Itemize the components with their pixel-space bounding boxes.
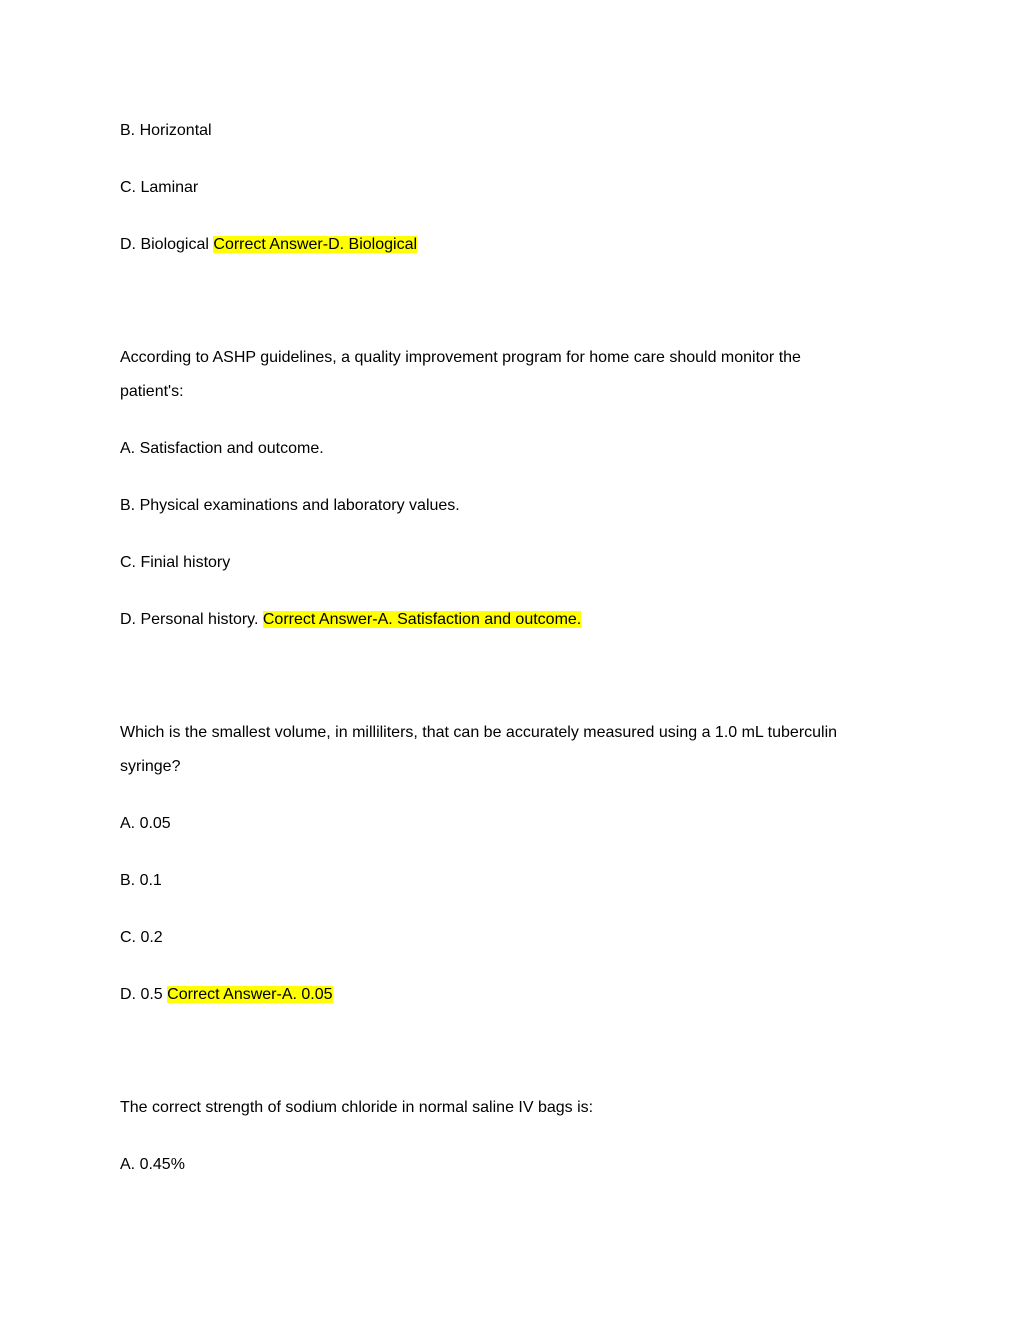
question-text: patient's: — [120, 383, 184, 400]
q1-option-c — [120, 177, 910, 199]
option-text: C. 0.2 — [120, 929, 163, 946]
option-text: B. 0.1 — [120, 872, 162, 889]
option-text: A. Satisfaction and outcome. — [120, 440, 324, 457]
question-text: The correct strength of sodium chloride in normal saline IV bags is: — [120, 1099, 594, 1116]
q2-question-line-2 — [120, 381, 910, 403]
correct-answer-highlight: Correct Answer-D. Biological — [213, 236, 418, 253]
option-text: A. 0.45% — [120, 1156, 185, 1173]
q3-option-b — [120, 870, 910, 892]
q1-option-d — [120, 234, 910, 256]
option-text: D. Personal history. — [120, 611, 259, 628]
question-text: syringe? — [120, 758, 181, 775]
q2-option-a — [120, 438, 910, 460]
q2-question-line-1 — [120, 347, 910, 369]
q1-option-b — [120, 120, 910, 142]
option-text: C. Finial history — [120, 554, 231, 571]
question-text: According to ASHP guidelines, a quality improvement program for home care should monitor the — [120, 349, 801, 366]
option-text: D. 0.5 — [120, 986, 163, 1003]
q2-option-d — [120, 609, 910, 631]
q4-question-line-1 — [120, 1097, 910, 1119]
question-text: Which is the smallest volume, in milliliters, that can be accurately measured using a 1.0 mL tuberculin — [120, 724, 838, 741]
option-text: A. 0.05 — [120, 815, 171, 832]
q3-question-line-2 — [120, 756, 910, 778]
option-text: B. Physical examinations and laboratory values. — [120, 497, 460, 514]
q3-question-line-1 — [120, 722, 910, 744]
option-text: C. Laminar — [120, 179, 199, 196]
option-text: B. Horizontal — [120, 122, 212, 139]
correct-answer-highlight: Correct Answer-A. 0.05 — [167, 986, 333, 1003]
q2-option-b — [120, 495, 910, 517]
q4-option-a — [120, 1154, 910, 1176]
correct-answer-highlight: Correct Answer-A. Satisfaction and outcome. — [262, 611, 582, 628]
q3-option-c — [120, 927, 910, 949]
q3-option-a — [120, 813, 910, 835]
q2-option-c — [120, 552, 910, 574]
q3-option-d — [120, 984, 910, 1006]
option-text: D. Biological — [120, 236, 209, 253]
